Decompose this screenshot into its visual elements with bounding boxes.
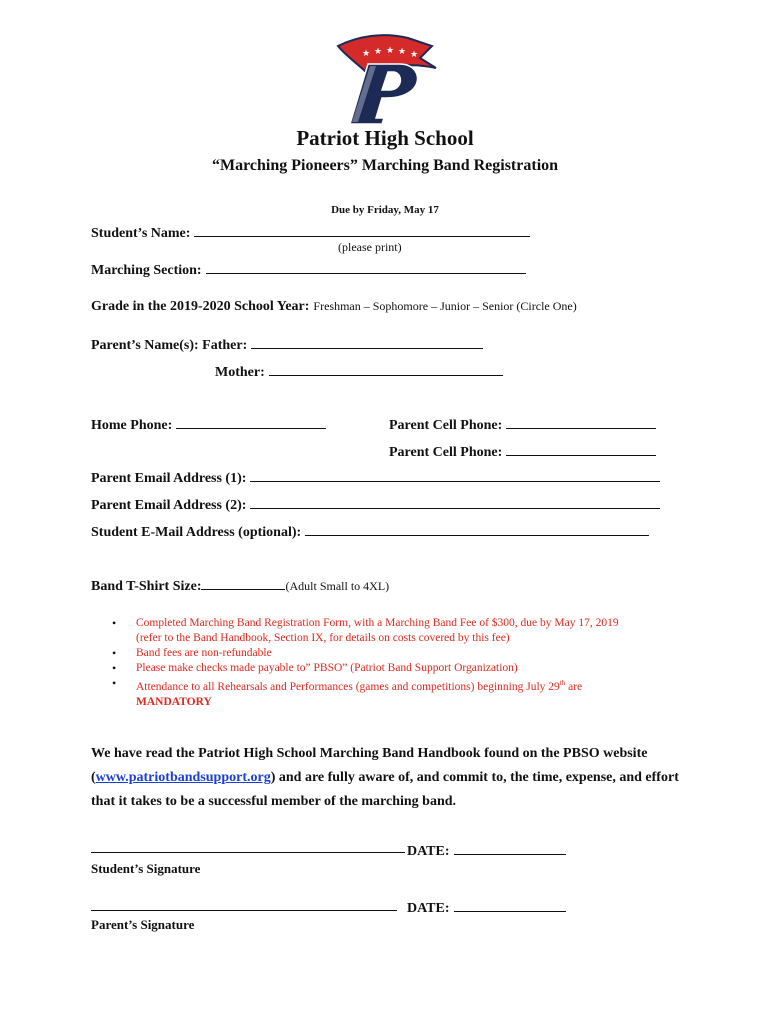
due-date: Due by Friday, May 17 (331, 204, 439, 216)
mother-line[interactable] (269, 361, 503, 376)
student-email-line[interactable] (305, 521, 649, 536)
parent-signature-label: Parent’s Signature (91, 917, 195, 932)
parent-email-1-line[interactable] (250, 467, 660, 482)
marching-section-row (91, 259, 526, 279)
parent-email-2-label: Parent Email Address (2): (91, 498, 247, 513)
grade-options[interactable]: Freshman – Sophomore – Junior – Senior (Circle One) (313, 299, 577, 313)
parents-name-label: Parent’s Name(s): Father: (91, 338, 248, 353)
date-2-row (407, 897, 566, 917)
student-name-line[interactable] (194, 222, 530, 237)
bullet-4-sup: th (559, 679, 566, 687)
pbso-website-link[interactable]: www.patriotbandsupport.org (95, 770, 271, 785)
parent-email-2-line[interactable] (250, 494, 660, 509)
tshirt-line[interactable] (201, 575, 285, 590)
patriot-p-flag-logo (328, 28, 440, 128)
list-item (112, 676, 692, 710)
svg-text:★: ★ (374, 47, 383, 57)
bullet-4-mandatory: MANDATORY (136, 695, 212, 708)
parent-email-1-label: Parent Email Address (1): (91, 471, 247, 486)
bullet-1-line-2: (refer to the Band Handbook, Section IX, for details on costs covered by this fee) (136, 632, 510, 644)
tshirt-label: Band T-Shirt Size: (91, 579, 202, 594)
marching-section-line[interactable] (206, 259, 526, 274)
school-title: Patriot High School (296, 126, 474, 150)
father-row (91, 334, 483, 354)
bullet-4-text: Attendance to all Rehearsals and Performances (games and competitions) beginning July 29 (136, 680, 560, 693)
requirements-list (112, 616, 692, 710)
parent-cell-2-line[interactable] (506, 441, 656, 456)
mother-row (215, 361, 503, 381)
statement-part-1: We have read the Patriot High School Marching Band Handbook found on the PBSO website ( (91, 746, 648, 785)
bullet-2: Band fees are non-refundable (136, 647, 272, 659)
list-item (112, 661, 692, 676)
date-2-line[interactable] (454, 897, 566, 912)
grade-label: Grade in the 2019-2020 School Year: (91, 299, 310, 314)
date-1-label: DATE: (407, 844, 450, 859)
marching-section-label: Marching Section: (91, 263, 202, 278)
bullet-4-post: are (565, 680, 583, 693)
student-signature-label: Student’s Signature (91, 861, 201, 876)
grade-row (91, 297, 577, 315)
parent-cell-1-line[interactable] (506, 414, 656, 429)
student-email-label: Student E-Mail Address (optional): (91, 525, 302, 540)
parent-cell-1-label: Parent Cell Phone: (389, 418, 503, 433)
parent-signature-line[interactable] (91, 910, 397, 911)
list-item (112, 646, 692, 661)
svg-text:★: ★ (398, 47, 407, 57)
date-1-line[interactable] (454, 840, 566, 855)
student-name-row (91, 222, 530, 242)
parent-email-2-row (91, 494, 660, 514)
please-print-note: (please print) (338, 240, 402, 254)
home-phone-row (91, 414, 326, 434)
commitment-statement (91, 742, 691, 814)
bullet-3: Please make checks made payable to” PBSO” (Patriot Band Support Organization) (136, 662, 518, 674)
tshirt-note: (Adult Small to 4XL) (285, 579, 390, 593)
student-signature-line[interactable] (91, 852, 405, 853)
student-name-label: Student’s Name: (91, 226, 191, 241)
home-phone-label: Home Phone: (91, 418, 173, 433)
parent-cell-2-label: Parent Cell Phone: (389, 445, 503, 460)
date-2-label: DATE: (407, 901, 450, 916)
parent-email-1-row (91, 467, 660, 487)
svg-text:★: ★ (362, 49, 371, 59)
list-item (112, 616, 692, 646)
father-line[interactable] (251, 334, 483, 349)
tshirt-row (91, 575, 389, 595)
student-email-row (91, 521, 649, 541)
form-subtitle: “Marching Pioneers” Marching Band Registration (211, 157, 559, 174)
bullet-1-line-1: Completed Marching Band Registration Form, with a Marching Band Fee of $300, due by May 17, 2019 (136, 617, 619, 629)
parent-cell-1-row (389, 414, 656, 434)
date-1-row (407, 840, 566, 860)
home-phone-line[interactable] (176, 414, 326, 429)
mother-label: Mother: (215, 365, 265, 380)
svg-text:★: ★ (410, 50, 419, 60)
parent-cell-2-row (389, 441, 656, 461)
svg-text:★: ★ (386, 46, 395, 56)
statement-part-2: ) and are fully aware of, and commit to, the time, expense, and effort that it takes to be a successful member of the marching band. (91, 770, 679, 809)
